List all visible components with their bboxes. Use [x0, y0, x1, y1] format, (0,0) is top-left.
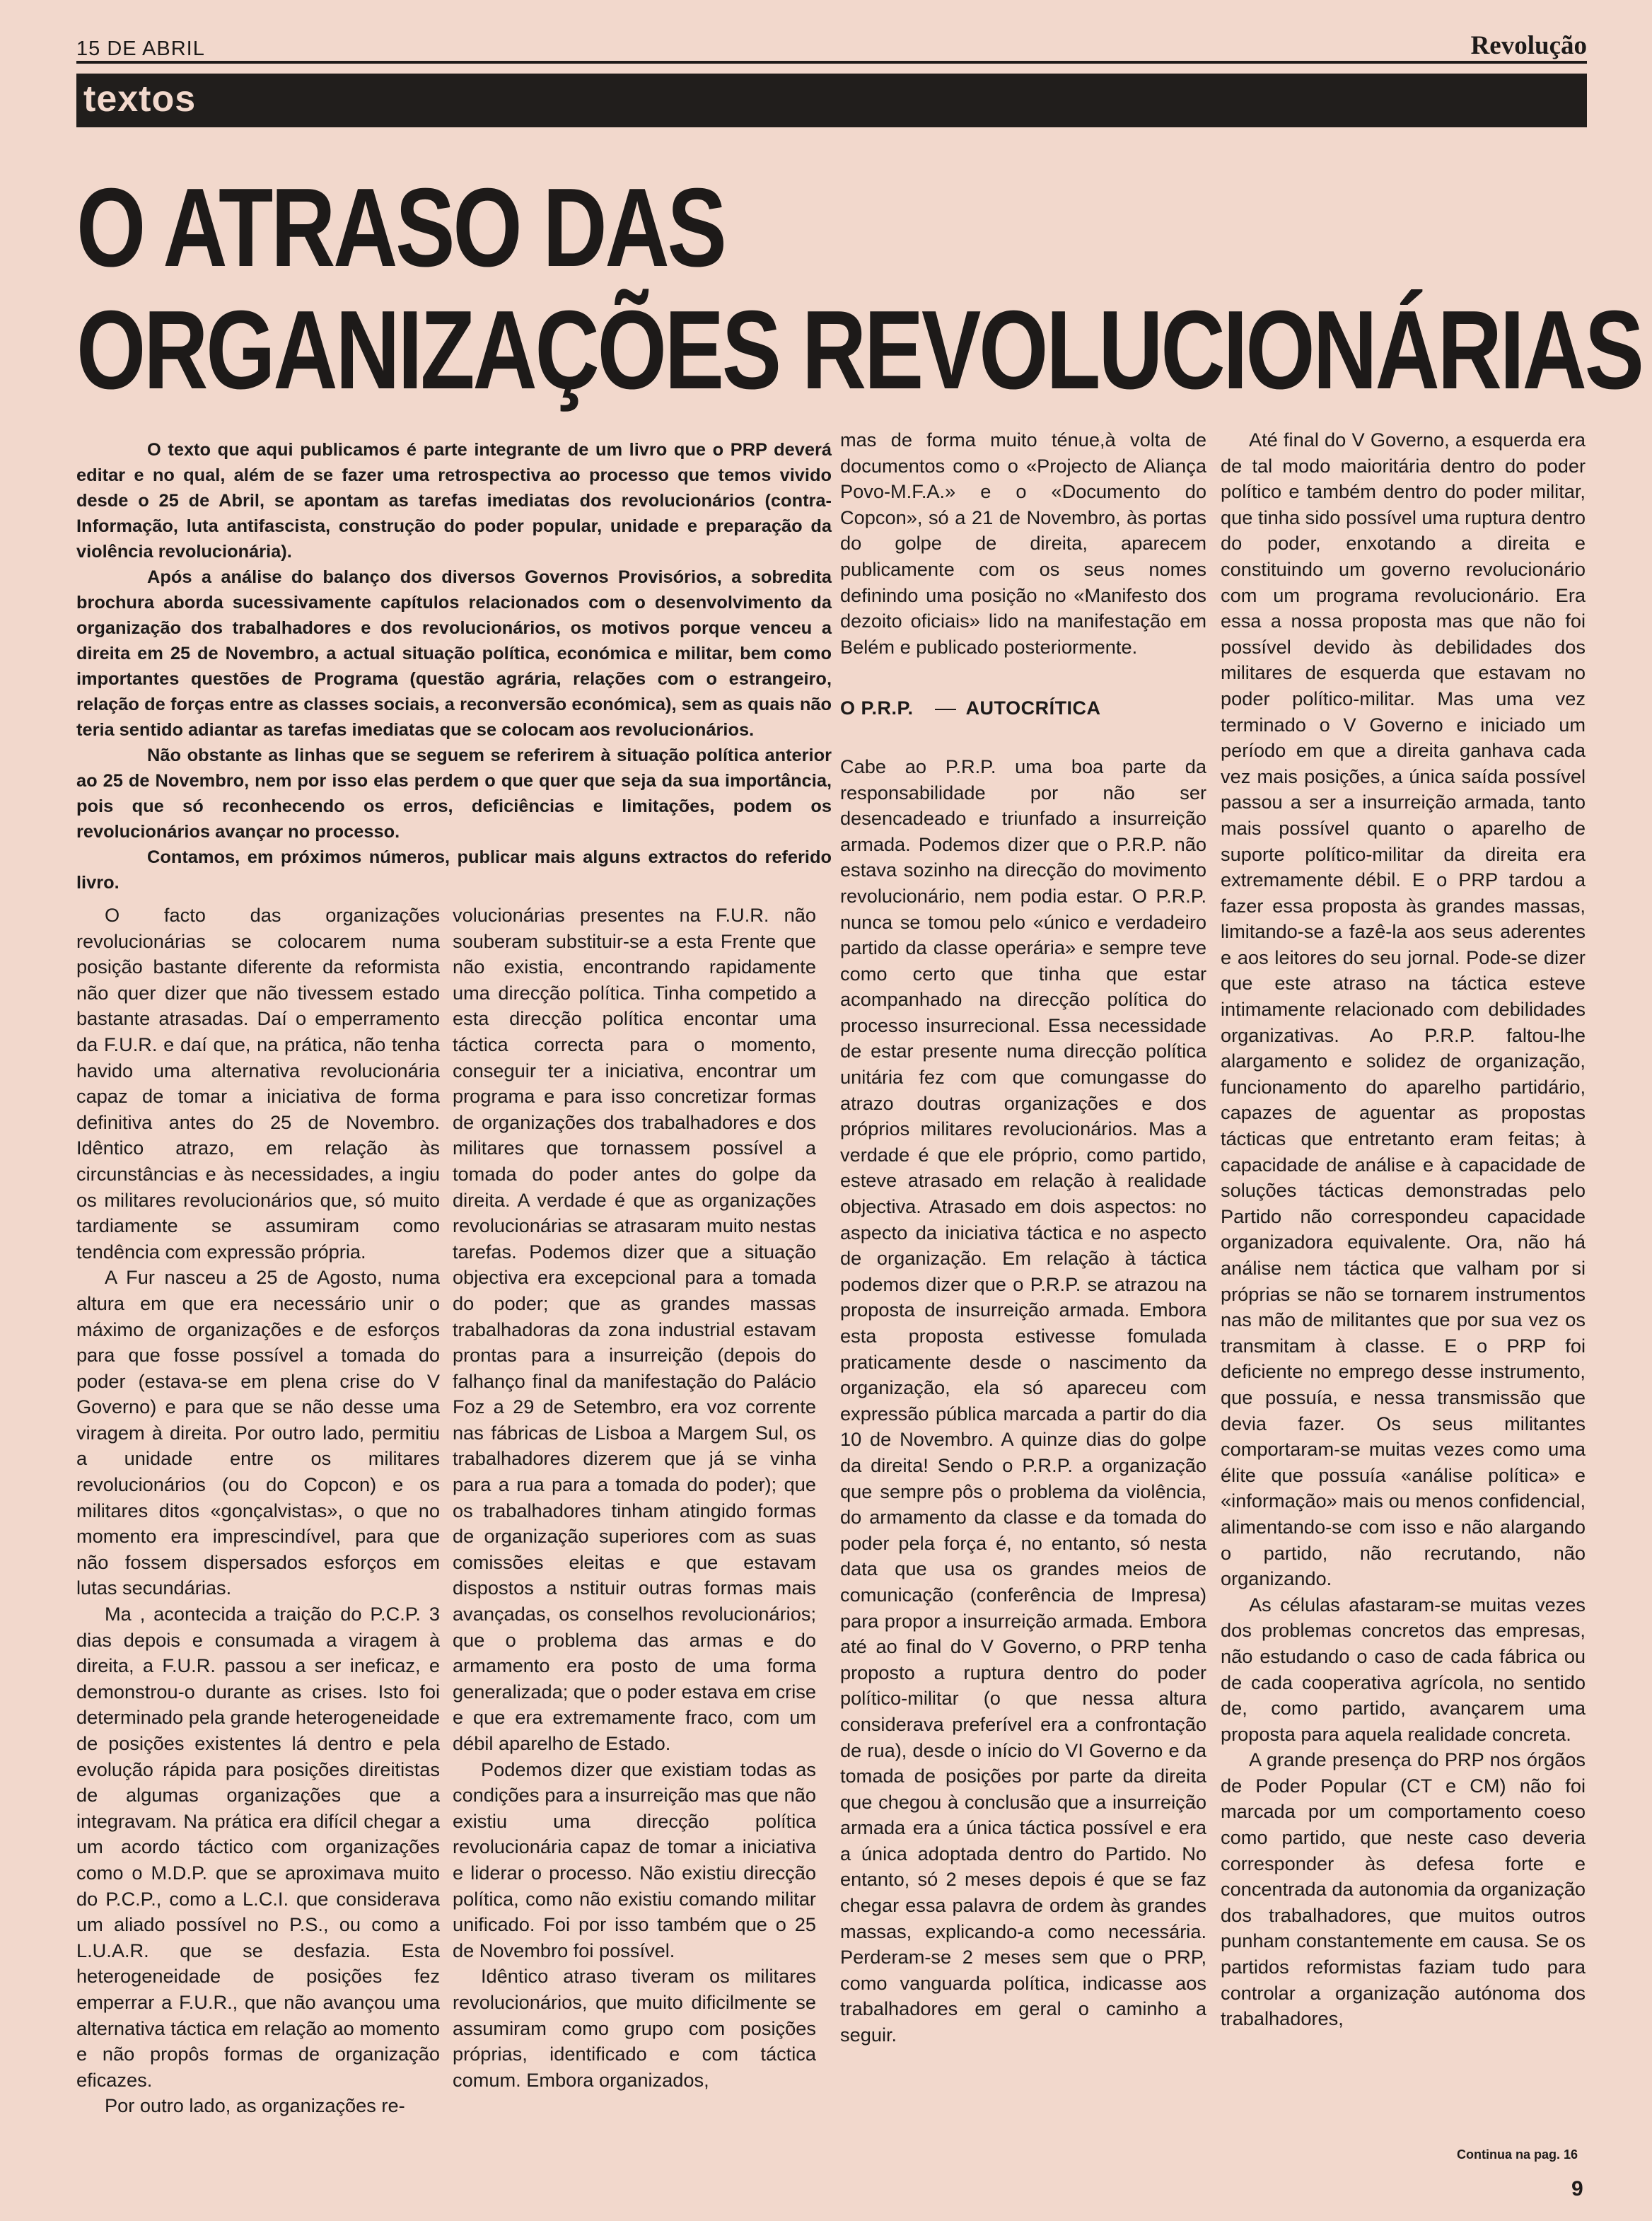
intro-paragraph: O texto que aqui publicamos é parte integrante de um livro que o PRP deverá editar e no qual, além de se fazer uma retrospectiva ao processo que temos vivido desde o 25 de Abril, se apontam as tarefas imediatas dos revolucionários (contra-Informação, luta antifascista, construção do poder popular, unidade e preparação da violência revolucionária). — [76, 440, 832, 562]
text-column-1 — [76, 903, 440, 2119]
intro-paragraph: Não obstante as linhas que se seguem se referirem à situação política anterior ao 25 de Novembro, nem por isso elas perdem o que quer que seja da sua importância, pois que só reconhecendo os erros, deficiências e limitações, podem os revolucionários avançar no processo. — [76, 746, 832, 842]
text-column-3 — [840, 427, 1206, 2048]
body-paragraph: Por outro lado, as organizações re- — [105, 2094, 405, 2117]
headline-line-1: O ATRASO DAS — [76, 166, 725, 290]
publication-name: Revolução — [1470, 31, 1587, 60]
section-subheading — [840, 695, 1206, 721]
body-paragraph: mas de forma muito ténue,à volta de documentos como o «Projecto de Aliança Povo-M.F.A.» e o «Documento do Copcon», só a 21 de Novembro, às portas do golpe de direita, aparecem publicamente com os seus nomes definindo uma posição no «Manifesto dos dezoito oficiais» lido na manifestação em Belém e publicado posteriormente. — [840, 429, 1206, 658]
body-paragraph: A grande presença do PRP nos órgãos de Poder Popular (CT e CM) não foi marcada por um comportamento coeso como partido, que neste caso deveria corresponder às defesa forte e concentrada da autonomia da organização dos trabalhadores, que muitos outros punham constantemente em causa. Se os partidos reformistas faziam tudo para controlar a organização autónoma dos trabalhadores, — [1221, 1749, 1586, 2030]
body-paragraph: Podemos dizer que existiam todas as condições para a insurreição mas que não existiu uma direcção política revolucionária capaz de tomar a iniciativa e liderar o processo. Não existiu direcção política, como não existiu comando militar unificado. Foi por isso também que o 25 de Novembro foi possível. — [453, 1758, 816, 1961]
subheading-left: O P.R.P. — [840, 697, 914, 719]
body-paragraph: volucionárias presentes na F.U.R. não souberam substituir-se a esta Frente que não existia, encontrando rapidamente uma direcção política. Tinha competido a esta direcção política encontar uma táctica correcta para o momento, conseguir ter a iniciativa, encontrar um programa e para isso concretizar formas de organizações dos trabalhadores e dos militares que tornassem possível a tomada do poder antes do golpe da direita. A verdade é que as organizações revolucionárias se atrasaram muito nestas tarefas. Podemos dizer que a situação objectiva era excepcional para a tomada do poder; que as grandes massas trabalhadoras da zona industrial estavam prontas para a insurreição (depois do falhanço final da manifestação do Palácio Foz a 29 de Setembro, era voz corrente nas fábricas de Lisboa a Margem Sul, os trabalhadores dizerem que já se vinha para a rua para a tomada do poder); que os trabalhadores tinham atingido formas de organização superiores com as suas comissões eleitas e que estavam dispostos a nstituir outras formas mais avançadas, os conselhos revolucionários; que o problema das armas e do armamento era posto de uma forma generalizada; que o poder estava em crise e que era extremamente fraco, com um débil aparelho de Estado. — [453, 904, 816, 1754]
text-column-4 — [1221, 427, 1586, 2032]
subheading-right: AUTOCRÍTICA — [965, 697, 1101, 719]
body-paragraph: A Fur nasceu a 25 de Agosto, numa altura em que era necessário unir o máximo de organizações e de esforços para que fosse possível a tomada do poder (estava-se em plena crise do V Governo) e para que se não desse uma viragem à direita. Por outro lado, permitiu a unidade entre os militares revolucionários (ou do Copcon) e os militares ditos «gonçalvistas», o que no momento era imprescindível, para que não fossem dispersados esforços em lutas secundárias. — [76, 1266, 440, 1599]
body-paragraph: Ma , acontecida a traição do P.C.P. 3 dias depois e consumada a viragem à direita, a F.U.R. passou a ser ineficaz, e demonstrou-o durante as crises. Isto foi determinado pela grande heterogeneidade de posições existentes lá dentro e pela evolução rápida para posições direitistas de algumas organizações que a integravam. Na prática era difícil chegar a um acordo táctico com organizações como o M.D.P. que se aproximava muito do P.C.P., como a L.C.I. que considerava um aliado possível no P.S., ou como a L.U.A.R. que se desfazia. Esta heterogeneidade de posições fez emperrar a F.U.R., que não avançou uma alternativa táctica em relação ao momento e não propôs formas de organização eficazes. — [76, 1603, 440, 2091]
running-header — [76, 31, 1587, 64]
intro-paragraph: Contamos, em próximos números, publicar mais alguns extractos do referido livro. — [76, 847, 832, 893]
article-headline — [76, 166, 1642, 412]
body-paragraph: Cabe ao P.R.P. uma boa parte da responsabilidade por não ser desencadeado e triunfado a insurreição armada. Podemos dizer que o P.R.P. não estava sozinho na direcção do movimento revolucionário, nem podia estar. O P.R.P. nunca se tomou pelo «único e verdadeiro partido da classe operária» e sempre teve como certo que tinha que estar acompanhado na direcção política do processo insurrecional. Essa necessidade de estar presente numa direcção política unitária fez com que comungasse do atrazo doutras organizações e dos próprios militares revolucionários. Mas a verdade é que ele próprio, como partido, esteve atrasado em relação à realidade objectiva. Atrasado em dois aspectos: no aspecto da iniciativa táctica e no aspecto de organização. Em relação à táctica podemos dizer que o P.R.P. se atrazou na proposta de insurreição armada. Embora esta proposta estivesse fomulada praticamente desde o nascimento da organização, ela só apareceu com expressão pública marcada a partir do dia 10 de Novembro. A quinze dias do golpe da direita! Sendo o P.R.P. a organização que sempre pôs o problema da violência, do armamento da classe e da tomada do poder pela força é, no entanto, só nesta data que usa os grandes meios de comunicação (conferência de Impresa) para propor a insurreição armada. Embora até ao final do V Governo, o PRP tenha proposto a ruptura dentro do poder político-militar (o que nessa altura considerava preferível era a confrontação de rua), desde o início do VI Governo e da tomada de posições por parte da direita que chegou à conclusão que a insurreição armada era a única táctica possível e era a única adoptada dentro do Partido. No entanto, só 2 meses depois é que se faz chegar essa palavra de ordem às grandes massas, explicando-a como necessária. Perderam-se 2 meses sem que o PRP, como vanguarda política, indicasse aos trabalhadores em geral o caminho a seguir. — [840, 755, 1206, 2046]
text-column-2 — [453, 903, 816, 2093]
section-banner — [76, 74, 1587, 127]
body-paragraph: O facto das organizações revolucionárias se colocarem numa posição bastante diferente da reformista não quer dizer que não tivessem estado bastante atrasadas. Daí o emperramento da F.U.R. e daí que, na prática, não tenha havido uma alternativa revolucionária capaz de tomar a iniciativa de forma definitiva antes do 25 de Novembro. Idêntico atrazo, em relação às circunstâncias e às necessidades, a ingiu os militares revolucionários que, só muito tardiamente se assumiram como tendência com expressão própria. — [76, 904, 440, 1263]
section-label: textos — [83, 79, 197, 120]
body-paragraph: Idêntico atraso tiveram os militares revolucionários, que muito dificilmente se assumiram como grupo com posições próprias, identificado e com táctica comum. Embora organizados, — [453, 1965, 816, 2091]
subheading-rule — [935, 709, 956, 710]
intro-paragraph: Após a análise do balanço dos diversos Governos Provisórios, a sobredita brochura aborda sucessivamente capítulos relacionados com o desenvolvimento da organização dos trabalhadores e dos revolucionários, os motivos porque venceu a direita em 25 de Novembro, a actual situação política, económica e militar, bem como importantes questões de Programa (questão agrária, relações com o estrangeiro, relação de forças entre as classes sociais, a reconversão económica), sem as quais não teria sentido adiantar as tarefas imediatas que se colocam aos revolucionários. — [76, 567, 832, 740]
headline-line-2: ORGANIZAÇÕES REVOLUCIONÁRIAS — [76, 288, 1642, 412]
body-paragraph: Até final do V Governo, a esquerda era de tal modo maioritária dentro do poder político e também dentro do poder militar, que tinha sido possível uma ruptura dentro do poder, enxotando a direita e constituindo um governo revolucionário com um programa revolucionário. Era essa a nossa proposta mas que não foi possível devido às debilidades dos militares de esquerda que estavam no poder político-militar. Mas uma vez terminado o V Governo e iniciado um período em que a direita ganhava cada vez mais posições, a única saída possível passou a ser a insurreição armada, tanto mais possível quanto o aparelho de suporte político-militar da direita era extremamente débil. E o PRP tardou a fazer essa proposta às grandes massas, limitando-se a fazê-la aos seus aderentes e aos leitores do seu jornal. Pode-se dizer que este atraso na táctica esteve intimamente relacionado com debilidades organizativas. Ao P.R.P. faltou-lhe alargamento e solidez de organização, funcionamento do aparelho partidário, capazes de aguentar as propostas tácticas que entretanto eram feitas; à capacidade de análise e à capacidade de soluções tácticas demonstradas pelo Partido não correspondeu capacidade organizadora equivalente. Ora, não há análise nem táctica que valham por si próprias se não se tornarem instrumentos nas mão de militantes que por sua vez os transmitam à classe. E o PRP foi deficiente no emprego desse instrumento, que possuía, e nessa transmissão que devia fazer. Os seus militantes comportaram-se muitas vezes como uma élite que possuía «análise política» e «informação» mais ou menos confidencial, alimentando-se com isso e não alargando o partido, não recrutando, não organizando. — [1221, 429, 1586, 1590]
page-number: 9 — [1571, 2177, 1583, 2200]
continuation-note: Continua na pag. 16 — [1457, 2147, 1578, 2162]
issue-date: 15 DE ABRIL — [76, 37, 205, 60]
body-paragraph: As células afastaram-se muitas vezes dos problemas concretos das empresas, não estudando o caso de cada fábrica ou de cada cooperativa agrícola, no sentido de, como partido, avançarem uma proposta para aquela realidade concreta. — [1221, 1593, 1586, 1745]
article-intro — [76, 437, 832, 895]
